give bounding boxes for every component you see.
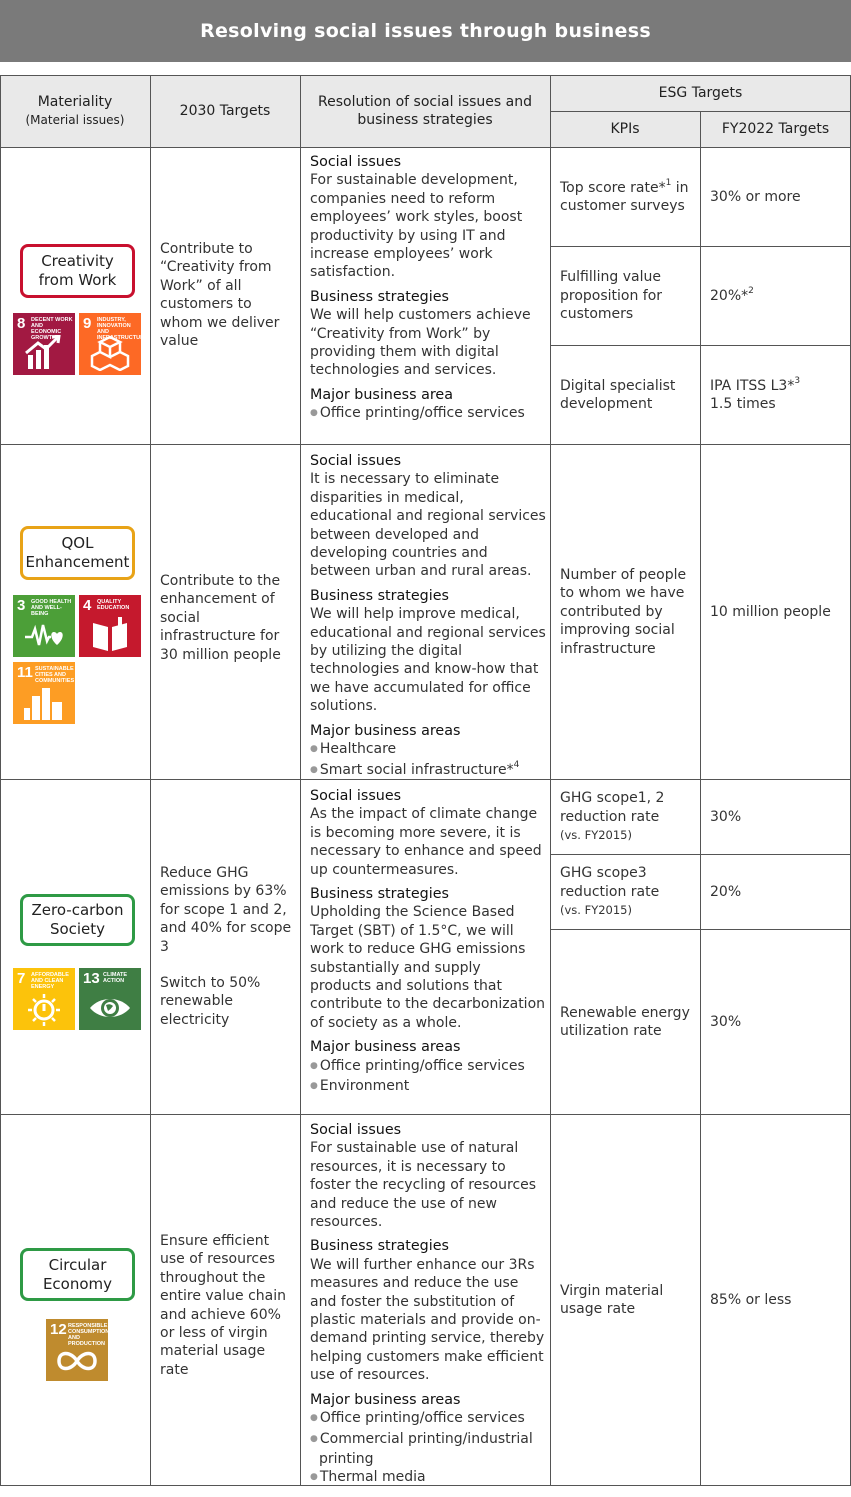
row2-target1: 10 million people <box>710 603 831 620</box>
row3-target1: 30% <box>710 808 742 825</box>
row1-2030-target: Contribute to “Creativity from Work” of all customers to whom we deliver value <box>160 241 280 350</box>
materiality-circular-economy: Circular Economy <box>20 1248 135 1301</box>
sdg3-number: 3 <box>17 597 26 614</box>
row3-target3-cell <box>710 930 848 1114</box>
row1-kpi1 <box>560 179 698 216</box>
row2-social-title: Social issues <box>310 453 402 469</box>
row3-target3: 30% <box>710 1013 742 1030</box>
sdg11-caption: SUSTAINABLE CITIES AND COMMUNITIES <box>35 666 75 684</box>
row3-area-text: Office printing/office services <box>319 1057 525 1074</box>
row3-kpi1-note: (vs. FY2015) <box>560 828 632 843</box>
row2-area-footnote: 4 <box>513 759 520 770</box>
materiality-table <box>0 75 851 1486</box>
materiality-zero-carbon-society: Zero-carbon Society <box>20 894 135 946</box>
sdg4-caption: QUALITY EDUCATION <box>97 599 130 611</box>
row1-kpi1-footnote: 1 <box>665 177 672 188</box>
row4-strategy-text: We will further enhance our 3Rs measures and reduce the use and foster the substitution of plastic materials and provide on-demand printing service, thereby helping customers make efficient use of resources. <box>310 1256 545 1384</box>
row4-area-text: Commercial printing/industrial printing <box>319 1430 533 1467</box>
header-2030-targets: 2030 Targets <box>179 103 271 119</box>
row1-2030-target-cell <box>160 147 298 444</box>
sdg9-icon <box>79 313 148 375</box>
row4-social-title: Social issues <box>310 1122 402 1138</box>
row3-2030-target <box>160 864 298 1029</box>
row3-kpi1-cell <box>560 780 698 854</box>
row4-kpi1: Virgin material usage rate <box>560 1282 664 1317</box>
row3-kpi2-cell <box>560 855 698 929</box>
header-kpis: KPIs <box>610 121 640 137</box>
row3-kpi2 <box>560 864 698 919</box>
row2-area-text: Healthcare <box>319 741 397 758</box>
row2-kpi1-cell <box>560 445 698 779</box>
row1-target3-footnote: 3 <box>794 375 801 386</box>
row3-kpi2-note: (vs. FY2015) <box>560 903 632 918</box>
row4-area-title: Major business areas <box>310 1391 461 1408</box>
row4-area-item <box>310 1430 546 1469</box>
row4-2030-target-cell <box>160 1115 298 1485</box>
row3-area-title: Major business areas <box>310 1039 461 1056</box>
row4-area-item <box>310 1409 546 1429</box>
row1-area-item <box>310 404 546 424</box>
row1-kpi2-cell <box>560 247 698 345</box>
row1-target2-text: 20%* <box>710 287 749 304</box>
row3-area-item <box>310 1057 546 1077</box>
sdg9-caption: INDUSTRY, INNOVATION AND INFRASTRUCTURE <box>97 317 148 341</box>
row1-area-title: Major business area <box>310 386 453 403</box>
row3-area-text: Environment <box>319 1078 410 1095</box>
row4-target1-cell <box>710 1115 848 1485</box>
row1-target3-a: IPA ITSS L3* <box>710 377 795 394</box>
row1-strategy-text: We will help customers achieve “Creativity from Work” by providing them with digital technologies and services. <box>310 307 531 379</box>
row2-resolution <box>310 452 546 781</box>
row1-social-title: Social issues <box>310 154 402 170</box>
row1-target1-cell <box>710 148 848 246</box>
header-resolution: Resolution of social issues and business strategies <box>318 94 532 128</box>
sdg11-number: 11 <box>17 664 33 681</box>
sdg3-icon <box>13 595 75 657</box>
row3-kpi1-text: GHG scope1, 2 reduction rate <box>560 790 665 825</box>
row1-social-text: For sustainable development, companies need to reform employees’ work styles, boost productivity by using IT and increase employees’ work satisfaction. <box>310 172 523 281</box>
sdg13-caption: CLIMATE ACTION <box>103 972 128 984</box>
row3-kpi2-text: GHG scope3 reduction rate <box>560 865 660 900</box>
row4-area-text: Thermal media <box>319 1469 426 1486</box>
row2-area-text: Smart social infrastructure* <box>319 761 514 778</box>
row2-target1-cell <box>710 445 848 779</box>
page-banner <box>0 0 851 62</box>
row3-kpi1 <box>560 789 698 844</box>
row3-social-title: Social issues <box>310 788 402 804</box>
row3-target2-cell <box>710 855 848 929</box>
row4-area-text: Office printing/office services <box>319 1410 525 1427</box>
row1-kpi2: Fulfilling value proposition for customers <box>560 269 663 323</box>
sdg4-icon <box>79 595 141 657</box>
row4-strategy-title: Business strategies <box>310 1238 449 1255</box>
sdg8-caption: DECENT WORK AND ECONOMIC GROWTH <box>31 317 73 341</box>
header-esg-targets: ESG Targets <box>658 85 743 101</box>
row1-target2-footnote: 2 <box>748 286 754 297</box>
materiality-qol-enhancement: QOL Enhancement <box>20 526 135 580</box>
row1-target1: 30% or more <box>710 188 801 205</box>
row3-kpi3-cell <box>560 930 698 1114</box>
sdg8-number: 8 <box>17 315 26 332</box>
sdg7-icon <box>13 968 75 1030</box>
sdg11-icon <box>13 662 75 724</box>
row2-strategy-title: Business strategies <box>310 587 449 604</box>
row1-target2-cell <box>710 247 848 345</box>
row1-kpi3-cell <box>560 346 698 444</box>
sdg13-icon <box>79 968 141 1030</box>
row1-strategy-title: Business strategies <box>310 288 449 305</box>
row3-strategy-title: Business strategies <box>310 886 449 903</box>
header-materiality-label: Materiality <box>37 94 113 110</box>
sdg3-caption: GOOD HEALTH AND WELL-BEING <box>31 599 72 617</box>
row4-kpi1-cell <box>560 1115 698 1485</box>
sdg7-number: 7 <box>17 970 26 987</box>
row1-kpi1-cell <box>560 148 698 246</box>
header-materiality-sub: (Material issues) <box>25 113 125 127</box>
row2-area-item <box>310 761 546 781</box>
header-materiality <box>0 75 150 147</box>
row4-area-item <box>310 1468 546 1488</box>
materiality-creativity-from-work: Creativity from Work <box>20 244 135 298</box>
row4-target1: 85% or less <box>710 1291 792 1308</box>
row1-target3 <box>710 377 800 414</box>
row3-social-text: As the impact of climate change is becoming more severe, it is necessary to enhance and speed up countermeasures. <box>310 806 542 878</box>
row2-2030-target-cell <box>160 445 298 779</box>
row3-strategy-text: Upholding the Science Based Target (SBT) of 1.5°C, we will work to reduce GHG emissions substantially and supply products and solutions that contribute to the decarbonization of society as a whole. <box>310 904 546 1031</box>
row1-resolution <box>310 153 546 425</box>
row1-target3-cell <box>710 346 848 444</box>
row1-kpi1-text: Top score rate* <box>560 179 666 196</box>
sdg8-icon <box>13 313 75 375</box>
row2-kpi1: Number of people to whom we have contributed by improving social infrastructure <box>560 566 687 657</box>
row4-2030-target: Ensure efficient use of resources throughout the entire value chain and achieve 60% or less of virgin material usage rate <box>160 1233 286 1378</box>
row3-target2: 20% <box>710 883 742 900</box>
row1-target2 <box>710 287 754 305</box>
row1-kpi1-rest: in customer surveys <box>560 179 689 214</box>
row3-2030-target-a: Reduce GHG emissions by 63% for scope 1 and 2, and 40% for scope 3 <box>160 865 292 955</box>
row3-kpi3: Renewable energy utilization rate <box>560 1004 690 1039</box>
sdg4-number: 4 <box>83 597 92 614</box>
sdg12-caption: RESPONSIBLE CONSUMPTION AND PRODUCTION <box>68 1323 110 1347</box>
row4-resolution <box>310 1121 546 1489</box>
row2-strategy-text: We will help improve medical, educational and regional services by utilizing the digital technologies and know-how that we have accumulated for office solutions. <box>310 606 546 715</box>
row1-kpi3: Digital specialist development <box>560 377 676 412</box>
row2-social-text: It is necessary to eliminate disparities in medical, educational and regional services between developed and developing countries and between urban and rural areas. <box>310 471 546 580</box>
row3-area-item <box>310 1077 546 1097</box>
row3-2030-target-cell <box>160 780 298 1114</box>
sdg9-number: 9 <box>83 315 92 332</box>
row3-2030-target-b: Switch to 50% renewable electricity <box>160 975 261 1028</box>
row2-area-item <box>310 740 546 760</box>
sdg13-number: 13 <box>83 970 100 987</box>
sdg12-number: 12 <box>50 1321 67 1338</box>
sdg12-icon <box>46 1319 108 1381</box>
row1-target3-b: 1.5 times <box>710 396 776 412</box>
banner-title: Resolving social issues through business <box>200 20 651 42</box>
row3-resolution <box>310 787 546 1098</box>
row4-social-text: For sustainable use of natural resources, it is necessary to foster the recycling of resources and reduce the use of new resources. <box>310 1140 537 1231</box>
sdg7-caption: AFFORDABLE AND CLEAN ENERGY <box>31 972 69 990</box>
row3-target1-cell <box>710 780 848 854</box>
header-fy2022-targets: FY2022 Targets <box>721 121 830 137</box>
row1-area-text: Office printing/office services <box>319 405 525 422</box>
row2-area-title: Major business areas <box>310 722 461 739</box>
row2-2030-target: Contribute to the enhancement of social infrastructure for 30 million people <box>160 573 281 663</box>
